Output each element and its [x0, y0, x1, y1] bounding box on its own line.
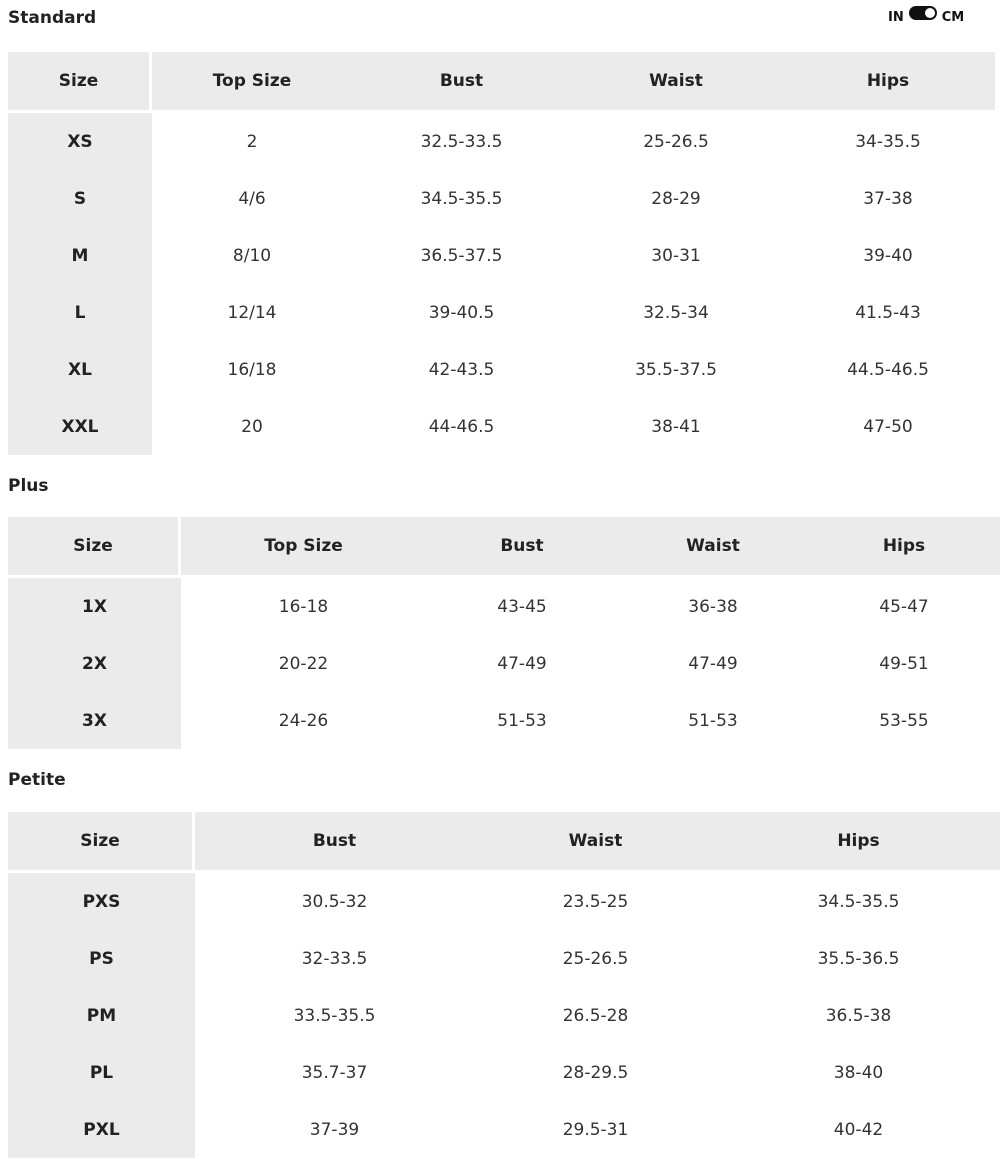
- table-cell: 16-18: [278, 596, 329, 617]
- table-cell: 4/6: [238, 188, 266, 209]
- petite-size-table: [8, 812, 1000, 1158]
- table-cell: 34-35.5: [855, 131, 921, 152]
- table-cell: 29.5-31: [562, 1119, 629, 1140]
- size-cell: XXL: [8, 398, 152, 455]
- table-cell: 25-26.5: [643, 131, 709, 152]
- table-cell: 39-40.5: [428, 302, 495, 323]
- column-header: Bust: [352, 52, 571, 113]
- table-row: [8, 227, 995, 284]
- size-cell: PS: [8, 930, 195, 987]
- column-header: Waist: [571, 52, 781, 113]
- column-header: Bust: [195, 812, 474, 873]
- table-row: [8, 692, 1000, 749]
- table-cell: 20-22: [278, 653, 329, 674]
- table-cell: 36.5-38: [825, 1005, 892, 1026]
- table-cell: 49-51: [879, 653, 929, 674]
- table-cell: 43-45: [497, 596, 547, 617]
- table-cell: 51-53: [688, 710, 738, 731]
- column-header: Bust: [426, 517, 618, 578]
- table-cell: 38-40: [833, 1062, 884, 1083]
- size-cell: PL: [8, 1044, 195, 1101]
- table-cell: 32.5-34: [643, 302, 709, 323]
- table-header-row: [8, 52, 995, 113]
- column-header: Size: [8, 52, 152, 113]
- table-cell: 51-53: [497, 710, 547, 731]
- table-row: [8, 170, 995, 227]
- table-cell: 24-26: [278, 710, 329, 731]
- table-cell: 32.5-33.5: [420, 131, 503, 152]
- table-cell: 30-31: [651, 245, 701, 266]
- table-header-row: [8, 812, 1000, 873]
- table-cell: 42-43.5: [428, 359, 495, 380]
- table-row: [8, 873, 1000, 930]
- size-cell: L: [8, 284, 152, 341]
- column-header: Hips: [717, 812, 1000, 873]
- table-cell: 2: [246, 131, 258, 152]
- column-header: Waist: [618, 517, 808, 578]
- table-cell: 30.5-32: [301, 891, 368, 912]
- table-cell: 47-49: [497, 653, 547, 674]
- table-cell: 40-42: [833, 1119, 884, 1140]
- table-cell: 39-40: [863, 245, 913, 266]
- unit-toggle-cm-label: CM: [941, 10, 965, 25]
- table-row: [8, 341, 995, 398]
- size-cell: PXL: [8, 1101, 195, 1158]
- column-header: Hips: [808, 517, 1000, 578]
- table-header-row: [8, 517, 1000, 578]
- table-row: [8, 113, 995, 170]
- size-cell: 2X: [8, 635, 181, 692]
- column-header: Size: [8, 812, 195, 873]
- column-header: Hips: [781, 52, 995, 113]
- size-cell: XS: [8, 113, 152, 170]
- table-cell: 20: [241, 416, 263, 437]
- section-title-plus: Plus: [8, 476, 49, 496]
- table-cell: 36.5-37.5: [420, 245, 503, 266]
- size-cell: 3X: [8, 692, 181, 749]
- table-row: [8, 398, 995, 455]
- table-cell: 37-39: [309, 1119, 360, 1140]
- table-cell: 35.7-37: [301, 1062, 368, 1083]
- size-cell: 1X: [8, 578, 181, 635]
- column-header: Waist: [474, 812, 717, 873]
- table-cell: 47-50: [863, 416, 913, 437]
- table-cell: 36-38: [688, 596, 738, 617]
- table-cell: 44.5-46.5: [847, 359, 929, 380]
- table-cell: 28-29: [651, 188, 701, 209]
- table-cell: 32-33.5: [301, 948, 368, 969]
- column-header: Size: [8, 517, 181, 578]
- column-header: Top Size: [152, 52, 352, 113]
- size-cell: PXS: [8, 873, 195, 930]
- table-row: [8, 987, 1000, 1044]
- table-cell: 37-38: [863, 188, 913, 209]
- unit-toggle-in-label: IN: [888, 10, 904, 25]
- table-cell: 28-29.5: [562, 1062, 629, 1083]
- table-row: [8, 1101, 1000, 1158]
- toggle-knob-icon: [925, 8, 935, 18]
- size-cell: PM: [8, 987, 195, 1044]
- table-cell: 35.5-36.5: [817, 948, 900, 969]
- size-cell: M: [8, 227, 152, 284]
- standard-size-table: [8, 52, 995, 455]
- table-cell: 45-47: [879, 596, 929, 617]
- table-cell: 26.5-28: [562, 1005, 629, 1026]
- table-row: [8, 578, 1000, 635]
- table-cell: 44-46.5: [428, 416, 495, 437]
- table-row: [8, 1044, 1000, 1101]
- table-cell: 23.5-25: [562, 891, 629, 912]
- table-row: [8, 635, 1000, 692]
- plus-size-table: [8, 517, 1000, 749]
- table-row: [8, 930, 1000, 987]
- table-cell: 35.5-37.5: [635, 359, 717, 380]
- table-cell: 34.5-35.5: [420, 188, 503, 209]
- table-cell: 47-49: [688, 653, 738, 674]
- table-cell: 41.5-43: [855, 302, 921, 323]
- size-cell: XL: [8, 341, 152, 398]
- toggle-switch-icon[interactable]: [909, 6, 937, 20]
- table-cell: 25-26.5: [562, 948, 629, 969]
- table-cell: 8/10: [232, 245, 272, 266]
- size-cell: S: [8, 170, 152, 227]
- table-cell: 12/14: [227, 302, 277, 323]
- section-title-petite: Petite: [8, 770, 66, 790]
- table-cell: 34.5-35.5: [817, 891, 900, 912]
- table-cell: 16/18: [227, 359, 277, 380]
- unit-toggle[interactable]: [888, 4, 964, 32]
- column-header: Top Size: [181, 517, 426, 578]
- table-cell: 33.5-35.5: [293, 1005, 376, 1026]
- section-title-standard: Standard: [8, 8, 97, 28]
- table-cell: 53-55: [879, 710, 929, 731]
- table-cell: 38-41: [651, 416, 701, 437]
- table-row: [8, 284, 995, 341]
